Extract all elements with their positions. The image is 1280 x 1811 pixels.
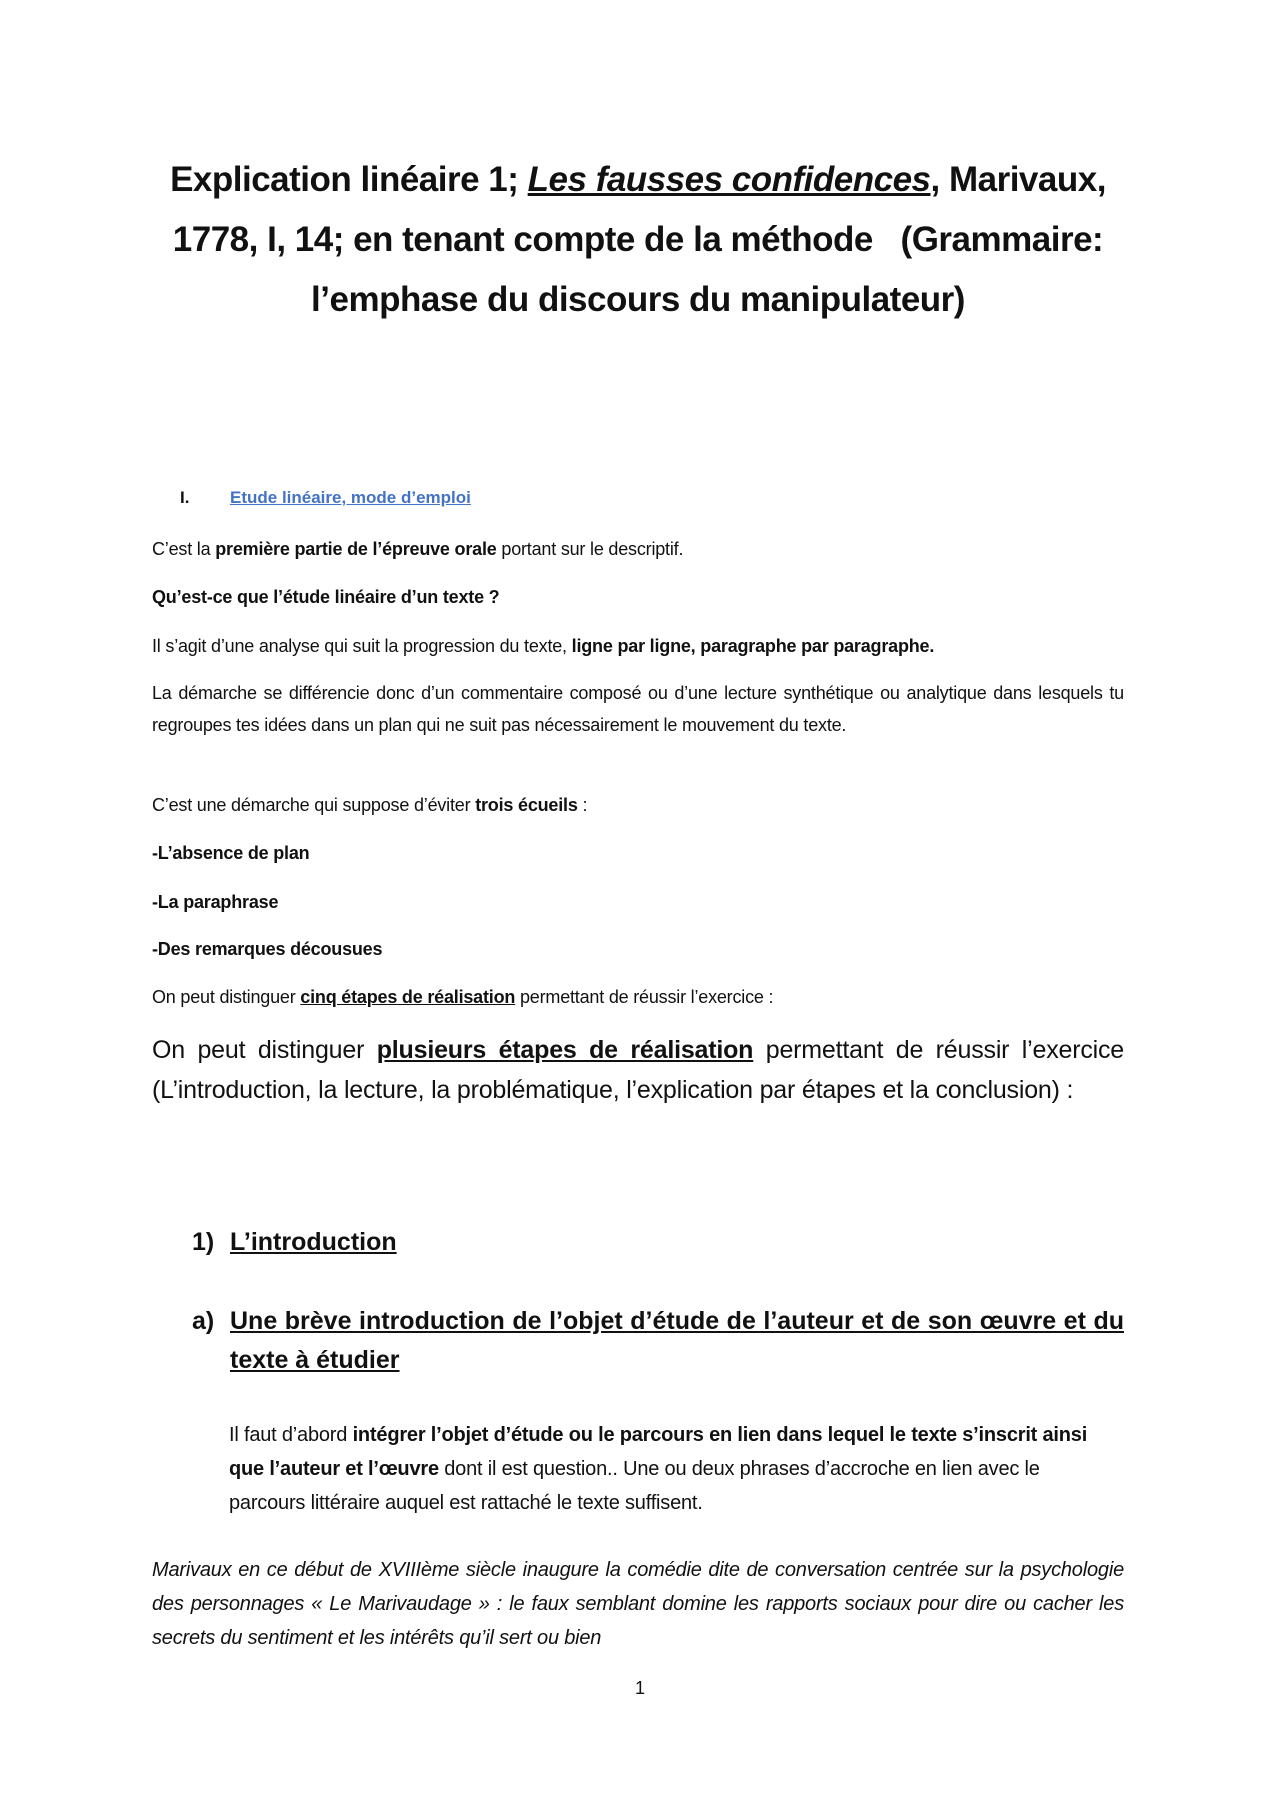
paragraph-definition: Il s’agit d’une analyse qui suit la progression du texte, ligne par ligne, paragraphe par paragraphe. [152, 636, 935, 656]
section-introduction: 1) L’introduction [192, 1228, 397, 1256]
paragraph-marivaux: Marivaux en ce début de XVIIIème siècle inaugure la comédie dite de conversation centrée sur la psychologie des personnages « Le Marivaudage » : le faux semblant domine les rapports sociaux pour dire ou cacher les secrets du sentiment et les intérêts qu’il sert ou bien [152, 1559, 1124, 1649]
pitfall-item: -Des remarques décousues [152, 939, 383, 959]
paragraph-intro: C’est la première partie de l’épreuve orale portant sur le descriptif. [152, 539, 684, 559]
pitfall-item: -La paraphrase [152, 892, 279, 912]
section-number: I. [180, 488, 190, 507]
question-heading: Qu’est-ce que l’étude linéaire d’un texte ? [152, 587, 500, 607]
paragraph-integration: Il faut d’abord intégrer l’objet d’étude ou le parcours en lien dans lequel le texte s’inscrit ainsi que l’auteur et l’œuvre dont il est question.. Une ou deux phrases d’accroche en lien avec le parcours littéraire auquel est rattaché le texte suffisent. [229, 1424, 1088, 1514]
section-link[interactable]: Etude linéaire, mode d’emploi [230, 488, 471, 507]
pitfall-item: -L’absence de plan [152, 843, 310, 863]
subsection-a: a) Une brève introduction de l’objet d’étude de l’auteur et de son œuvre et du texte à étudier [192, 1307, 1124, 1374]
document-title: Explication linéaire 1; Les fausses confidences, Marivaux, 1778, I, 14; en tenant compte de la méthode (Grammaire: l’emphase du discours du manipulateur) [170, 160, 1106, 319]
paragraph-pitfalls: C’est une démarche qui suppose d’éviter trois écueils : [152, 795, 588, 815]
paragraph-difference: La démarche se différencie donc d’un commentaire composé ou d’une lecture synthétique ou analytique dans lesquels tu regroupes tes idées dans un plan qui ne suit pas nécessairement le mouvement du texte. [152, 683, 1124, 735]
paragraph-steps-several: On peut distinguer plusieurs étapes de réalisation permettant de réussir l’exercice (L’introduction, la lecture, la problématique, l’explication par étapes et la conclusion) : [152, 1036, 1125, 1104]
page-number: 1 [634, 1678, 645, 1698]
paragraph-steps-five: On peut distinguer cinq étapes de réalisation permettant de réussir l’exercice : [152, 987, 774, 1007]
work-title: Les fausses confidences [527, 160, 931, 199]
